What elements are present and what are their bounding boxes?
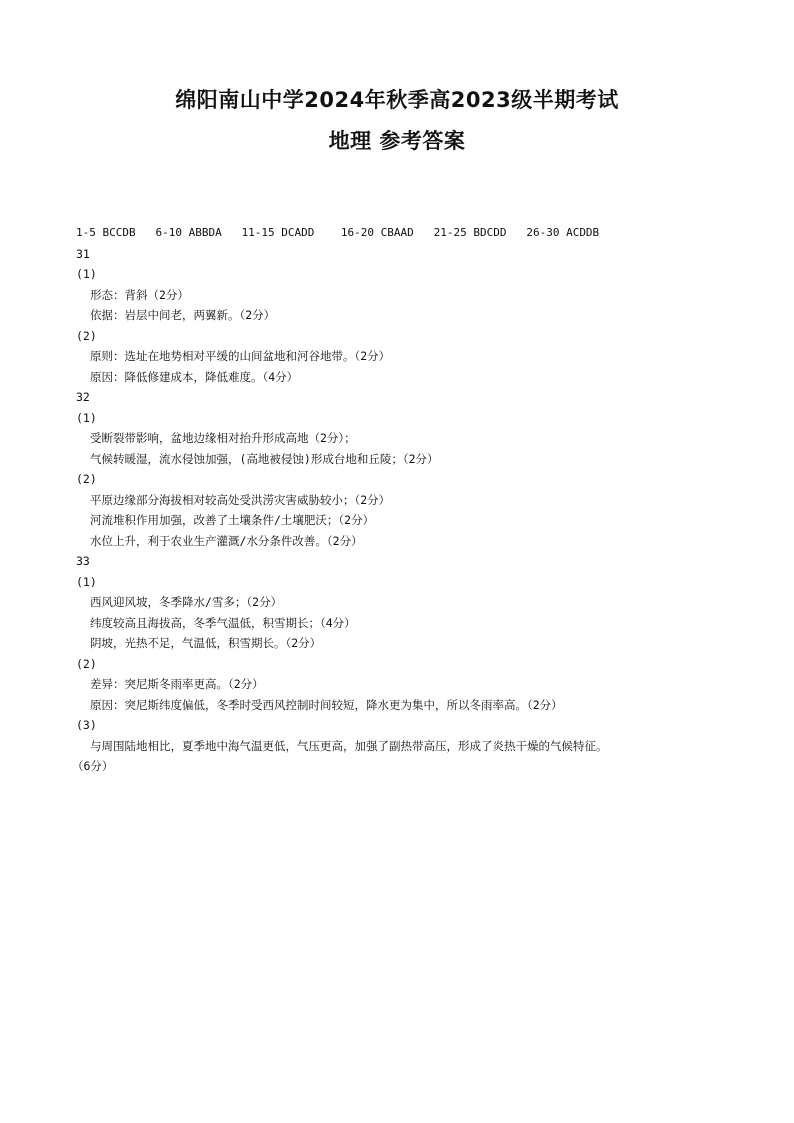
q32-part-1-line-2: 气候转暖湿，流水侵蚀加强，(高地被侵蚀)形成台地和丘陵；（2分） [90, 451, 439, 466]
q32-part-2-line-3: 水位上升，利于农业生产灌溉/水分条件改善。（2分） [90, 533, 363, 548]
answer-content [72, 223, 766, 777]
multiple-choice-answers: 1-5 BCCDB 6-10 ABBDA 11-15 DCADD 16-20 CBAAD 21-25 BDCDD 26-30 ACDDB [76, 226, 600, 239]
question-number-32: 32 [76, 390, 90, 404]
q32-part-2-line-2: 河流堆积作用加强，改善了土壤条件/土壤肥沃；（2分） [90, 513, 375, 527]
q33-part-1-line-1: 西风迎风坡，冬季降水/雪多；（2分） [90, 595, 283, 609]
q31-part-1-line-2: 依据：岩层中间老，两翼新。（2分） [90, 308, 276, 322]
q31-part-2-label: (2) [76, 328, 97, 343]
q32-part-2-label: (2) [76, 472, 97, 486]
q31-part-1-line-1: 形态：背斜（2分） [90, 287, 189, 302]
q33-part-2-label: (2) [76, 656, 97, 671]
q33-part-3-label: (3) [76, 718, 97, 732]
q33-part-1-label: (1) [76, 574, 97, 589]
question-number-33: 33 [76, 554, 90, 568]
document-subtitle: 地理 参考答案 [328, 129, 466, 153]
q31-part-2-line-2: 原因：降低修建成本，降低难度。（4分） [90, 369, 299, 384]
q31-part-1-label: (1) [76, 267, 97, 281]
q33-part-1-line-2: 纬度较高且海拔高，冬季气温低，积雪期长；（4分） [90, 615, 356, 630]
q33-part-3-line-2: （6分） [72, 759, 114, 773]
q33-part-1-line-3: 阴坡，光热不足，气温低，积雪期长。（2分） [90, 636, 322, 650]
q32-part-1-label: (1) [76, 410, 97, 425]
q32-part-1-line-1: 受断裂带影响，盆地边缘相对抬升形成高地（2分）； [90, 431, 356, 445]
q31-part-2-line-1: 原则：选址在地势相对平缓的山间盆地和河谷地带。（2分） [90, 349, 391, 363]
document-title: 绵阳南山中学2024年秋季高2023级半期考试 [175, 88, 619, 112]
q33-part-2-line-2: 原因：突尼斯纬度偏低，冬季时受西风控制时间较短，降水更为集中，所以冬雨率高。（2分） [90, 697, 563, 712]
q33-part-3-line-1: 与周围陆地相比，夏季地中海气温更低，气压更高，加强了副热带高压，形成了炎热干燥的气候特征。 [90, 738, 608, 753]
question-number-31: 31 [76, 246, 90, 261]
q33-part-2-line-1: 差异：突尼斯冬雨率更高。（2分） [90, 677, 264, 691]
q32-part-2-line-1: 平原边缘部分海拔相对较高处受洪涝灾害威胁较小；（2分） [90, 492, 391, 507]
